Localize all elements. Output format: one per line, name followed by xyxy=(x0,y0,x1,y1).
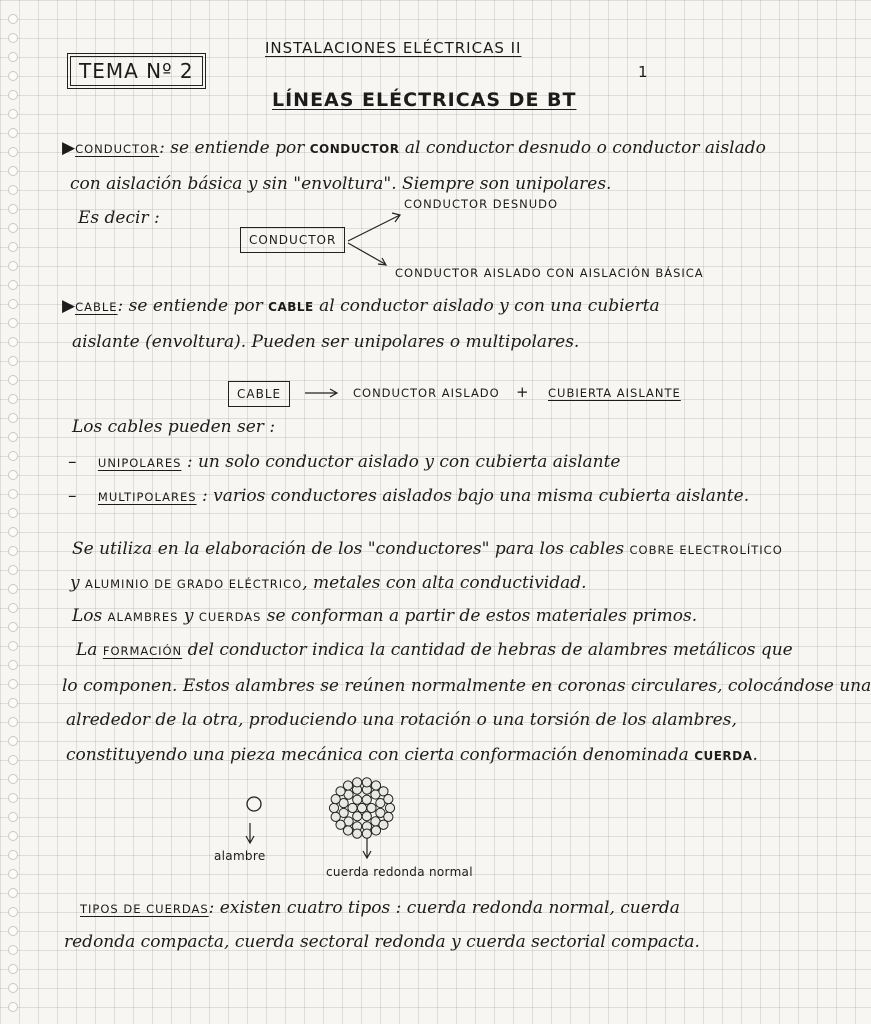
tipos-term: TIPOS DE CUERDAS xyxy=(80,902,209,916)
strand-circle xyxy=(362,829,371,838)
conductor-bold: CONDUCTOR xyxy=(309,142,400,156)
strand-circle xyxy=(353,795,362,804)
cable-bold: CABLE xyxy=(268,300,314,314)
course-title: INSTALACIONES ELÉCTRICAS II xyxy=(265,39,522,57)
cable-definition-line2: aislante (envoltura). Pueden ser unipolares o multipolares. xyxy=(72,332,580,352)
formacion-term: FORMACIÓN xyxy=(102,644,183,658)
strand-circle xyxy=(367,803,376,812)
materials-line2: y ALUMINIO DE GRADO ELÉCTRICO, metales con alta conductividad. xyxy=(70,573,587,593)
cable-type-multipolar: – MULTIPOLARES : varios conductores aislados bajo una misma cubierta aislante. xyxy=(68,486,750,506)
strand-circle xyxy=(353,812,362,821)
formation-line3: alrededor de la otra, produciendo una rotación o una torsión de los alambres, xyxy=(66,710,737,730)
bullet-arrow-icon: ▶ xyxy=(62,296,76,316)
strand-circle xyxy=(385,803,394,812)
cable-type-unipolar: – UNIPOLARES : un solo conductor aislado y con cubierta aislante xyxy=(68,452,621,472)
equation-right: CUBIERTA AISLANTE xyxy=(548,386,681,400)
equation-left: CONDUCTOR AISLADO xyxy=(353,386,500,400)
cable-definition-line1: ▶CABLE: se entiende por CABLE al conductor aislado y con una cubierta xyxy=(62,296,660,316)
strand-circle xyxy=(362,795,371,804)
materials-line3: Los ALAMBRES y CUERDAS se conforman a partir de estos materiales primos. xyxy=(72,606,698,626)
page-number: 1 xyxy=(638,63,649,81)
strand-circle xyxy=(362,778,371,787)
branch-bottom-label: CONDUCTOR AISLADO CON AISLACIÓN BÁSICA xyxy=(395,266,704,280)
strand-circle xyxy=(348,803,357,812)
strand-circle xyxy=(362,812,371,821)
es-decir: Es decir : xyxy=(78,208,160,228)
page-title: LÍNEAS ELÉCTRICAS DE BT xyxy=(272,89,577,111)
strand-circle xyxy=(343,781,352,790)
cuerda-bold: CUERDA xyxy=(694,749,753,763)
cable-term: CABLE xyxy=(75,300,118,314)
bullet-arrow-icon: ▶ xyxy=(62,138,76,158)
strand-circle xyxy=(331,812,340,821)
cuerda-label: cuerda redonda normal xyxy=(326,865,473,879)
formation-line1: La FORMACIÓN del conductor indica la cantidad de hebras de alambres metálicos que xyxy=(76,640,793,660)
formation-line4: constituyendo una pieza mecánica con cierta conformación denominada CUERDA. xyxy=(66,745,758,765)
tema-box: TEMA Nº 2 xyxy=(70,56,203,86)
formation-line2: lo componen. Estos alambres se reúnen normalmente en coronas circulares, colocándose una xyxy=(62,676,871,696)
tipos-line2: redonda compacta, cuerda sectoral redonda y cuerda sectorial compacta. xyxy=(64,932,700,952)
conductor-definition-line1: ▶CONDUCTOR: se entiende por CONDUCTOR al conductor desnudo o conductor aislado xyxy=(62,138,766,158)
strand-circle xyxy=(357,803,366,812)
conductor-definition-line2: con aislación básica y sin "envoltura". Siempre son unipolares. xyxy=(70,174,612,194)
strand-circle xyxy=(329,803,338,812)
strand-circle xyxy=(384,795,393,804)
cable-box: CABLE xyxy=(228,381,290,407)
multipolares-term: MULTIPOLARES xyxy=(97,490,197,504)
branch-top-label: CONDUCTOR DESNUDO xyxy=(404,197,559,211)
equation-plus: + xyxy=(516,383,530,401)
conductor-box: CONDUCTOR xyxy=(240,227,345,253)
alambre-label: alambre xyxy=(214,849,266,863)
materials-line1: Se utiliza en la elaboración de los "conductores" para los cables COBRE ELECTROLÍTICO xyxy=(72,539,783,559)
conductor-term: CONDUCTOR xyxy=(75,142,160,156)
unipolares-term: UNIPOLARES xyxy=(97,456,182,470)
tipos-line1: TIPOS DE CUERDAS: existen cuatro tipos : cuerda redonda normal, cuerda xyxy=(80,898,680,918)
cable-types-intro: Los cables pueden ser : xyxy=(72,417,276,437)
strand-circle xyxy=(353,829,362,838)
strand-circle xyxy=(353,778,362,787)
strand-circle xyxy=(371,826,380,835)
